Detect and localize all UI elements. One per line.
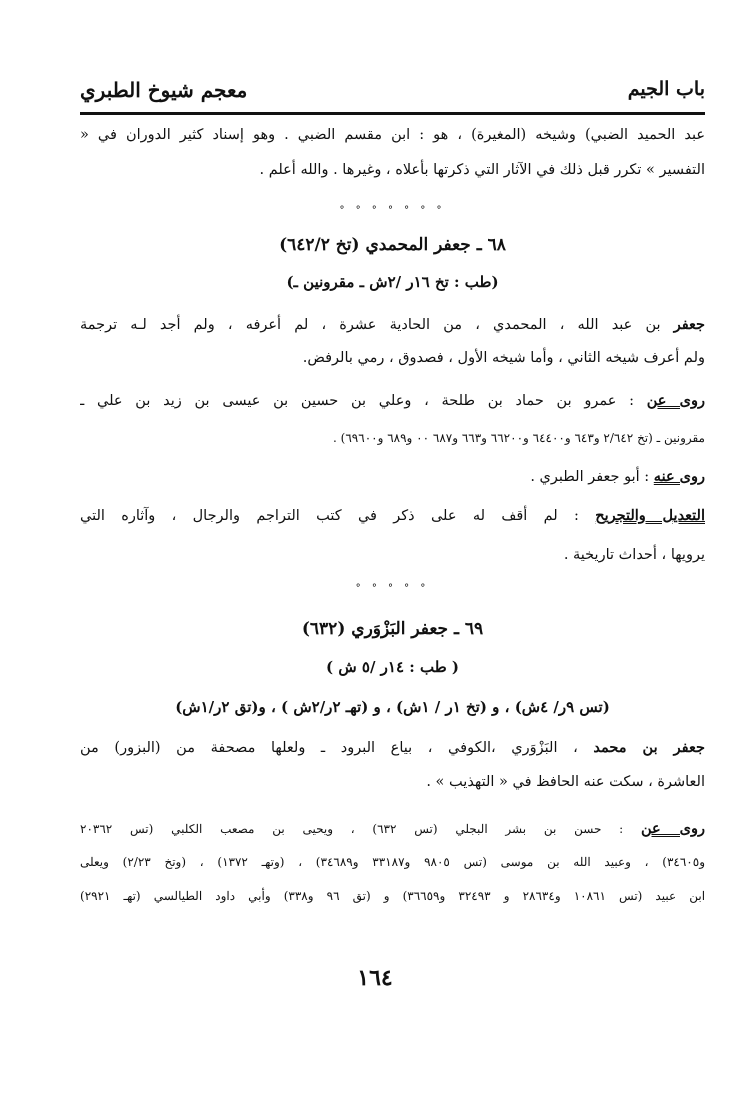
entry-69-subtitle: ( طب : ١٤ر /٥ ش ): [326, 658, 459, 676]
assessment-label: التعديل والتجريح: [595, 507, 705, 524]
entry-69-bio-text: ، البَزْوَري ،الكوفي ، بياع البرود ـ ولعلها مصحفة من (البزور) من: [80, 740, 594, 756]
narrated-from-label: روى عن: [640, 820, 705, 837]
entry-68-name: جعفر: [673, 316, 705, 333]
entry-68-subtitle: (طب : تخ ١٦ر /٢ش ـ مقرونين ـ): [286, 273, 499, 291]
entry-68-bio-text: بن عبد الله ، المحمدي ، من الحادية عشرة ، لم أعرفه ، ولم أجد لـه ترجمة: [80, 317, 674, 333]
entry-68-assessment-line-1: [80, 505, 705, 527]
entry-69-bio-line-2: العاشرة ، سكت عنه الحافظ في « التهذيب » .: [426, 774, 705, 790]
intro-line-2: التفسير » تكرر قبل ذلك في الآثار التي ذكرتها بأعلاه ، وغيرها . والله أعلم .: [259, 162, 705, 178]
entry-68-narrated-by-text: : أبو جعفر الطبري .: [530, 469, 654, 485]
page-number: ١٦٤: [357, 965, 393, 991]
entry-68-narrated-from-text: : عمرو بن حماد بن طلحة ، وعلي بن حسين بن عيسى بن زيد بن علي ـ: [80, 393, 647, 409]
entry-68-narrated-by: [80, 466, 705, 488]
entry-69-references: (تس ٩ر/ ٤ش) ، و (تخ ١ر / ١ش) ، و (تهـ ٢ر/٢ش ) ، و(تق ٢ر/١ش): [175, 698, 610, 716]
running-header: [80, 72, 705, 115]
chapter-title: باب الجيم: [627, 78, 705, 100]
entry-69-name: جعفر بن محمد: [593, 739, 705, 756]
entry-69-narrated-from-line-1: [80, 818, 705, 840]
book-title: معجم شيوخ الطبري: [80, 78, 248, 102]
entry-68-title: ٦٨ ـ جعفر المحمدي (تخ ٦٤٢/٢): [279, 235, 506, 255]
entry-68-assessment-text: : لم أقف له على ذكر في كتب التراجم والرجال ، وآثاره التي: [80, 508, 596, 524]
separator: ° ° ° ° °: [355, 583, 430, 594]
entry-69-bio-line-1: [80, 737, 705, 759]
narrated-from-label: روى عن: [646, 392, 705, 409]
entry-68-narrated-from-line-2: مقرونين ـ (تخ ٢/٦٤٢ و٦٤٣ و٦٤٤٠٠ و٦٦٢٠٠ و٦٦٣ و٦٨٧ ٠٠ و٦٨٩ و٦٩٦٠٠) .: [333, 431, 705, 445]
entry-68-narrated-from-line-1: [80, 390, 705, 412]
entry-68-assessment-line-2: يرويها ، أحداث تاريخية .: [563, 547, 705, 563]
intro-line-1: عبد الحميد الضبي) وشيخه (المغيرة) ، هو : ابن مقسم الضبي . وهو إسناد كثير الدوران في «: [80, 127, 705, 143]
separator: ° ° ° ° ° ° °: [339, 205, 446, 216]
narrated-by-label: روى عنه: [653, 468, 705, 485]
entry-68-bio-line-1: [80, 314, 705, 336]
entry-69-narrated-from-text: : حسن بن بشر البجلي (تس ٦٣٢) ، ويحيى بن مصعب الكلبي (تس ٢٠٣٦٢: [80, 822, 641, 836]
entry-69-narrated-from-line-3: ابن عبيد (تس ١٠٨٦١ و٢٨٦٣٤ و ٣٢٤٩٣ و٣٦٦٥٩) و (تق ٩٦ و٣٣٨) وأبي داود الطيالسي (تهـ ٢٩٢١): [80, 889, 705, 903]
entry-69-title: ٦٩ ـ جعفر البَزْوَري (٦٣٢): [301, 619, 484, 639]
entry-68-bio-line-2: ولم أعرف شيخه الثاني ، وأما شيخه الأول ، فصدوق ، رمي بالرفض.: [302, 350, 705, 366]
entry-69-narrated-from-line-2: و٣٤٦٠٥) ، وعبيد الله بن موسى (تس ٩٨٠٥ و٣٣١٨٧ و٣٤٦٨٩) ، (وتهـ ١٣٧٢) ، (وتخ ٢/٢٣) ويعلى: [80, 855, 705, 869]
